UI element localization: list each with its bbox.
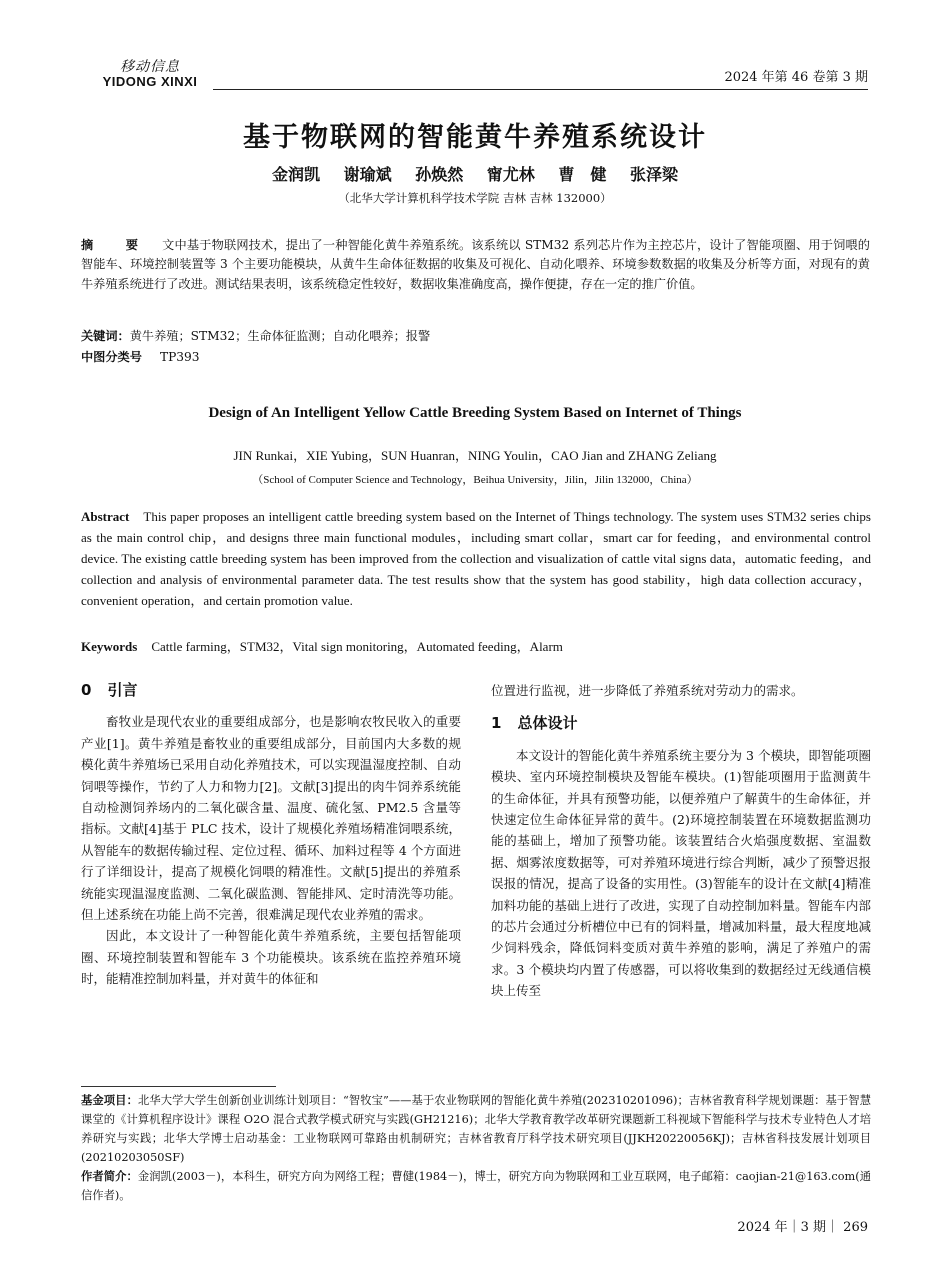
section-heading [81,680,461,701]
keywords-cn-text: 黄牛养殖；STM32；生命体征监测；自动化喂养；报警 [129,329,431,343]
author-note-text: 金润凯(2003－)，本科生，研究方向为网络工程；曹健(1984－)，博士，研究方向为物联网和工业互联网，电子邮箱：caojian-21@163.com(通信作者)。 [81,1170,871,1202]
body-paragraph: 因此，本文设计了一种智能化黄牛养殖系统，主要包括智能项圈、环境控制装置和智能车 3 个功能模块。该系统在监控养殖环境时，能精准控制加料量，并对黄牛的体征和 [81,928,461,987]
affiliation-en: （School of Computer Science and Technology，Beihua University，Jilin，Jilin 132000，China） [252,474,698,486]
author: 张泽梁 [629,165,678,184]
left-column [81,680,461,990]
keywords-en-text: Cattle farming，STM32，Vital sign monitoring，Automated feeding，Alarm [151,639,563,654]
body-paragraph: 畜牧业是现代农业的重要组成部分，也是影响农牧民收入的重要产业[1]。黄牛养殖是畜牧业的重要组成部分，目前国内大多数的规模化黄牛养殖场已采用自动化养殖技术，可以实现温湿度控制、自动饲喂等操作，节约了人力和物力[2]。文献[3]提出的肉牛饲养系统能自动检测饲养场内的二氧化碳含量、温度、硫化氢、PM2.5 含量等指标。文献[4]基于 PLC 技术，设计了规模化养殖场精准饲喂系统，从智能车的数据传输过程、定位过程、循环、加料过程等 4 个方面进行了详细设计，提高了规模化饲喂的精准性。文献[5]提出的养殖系统能实现温湿度监测、二氧化碳监测、智能排风、定时清洗等功能。但上述系统在功能上尚不完善，很难满足现代农业养殖的需求。 [81,714,461,923]
clc-number [81,348,870,365]
keywords-en-label: Keywords [81,639,138,654]
author-note [81,1167,871,1205]
section-number: 1 [491,714,502,733]
body-paragraph: 位置进行监视，进一步降低了养殖系统对劳动力的需求。 [491,683,804,698]
keywords-cn [81,327,870,344]
footnote-rule [81,1086,276,1087]
author: 甯尤林 [486,165,535,184]
section-title: 引言 [107,681,138,699]
affiliation: （北华大学计算机科学技术学院 吉林 吉林 132000） [338,191,612,205]
footnote [81,1091,871,1205]
journal-name-cn: 移动信息 [120,59,180,75]
author: 谢瑜斌 [343,165,392,184]
keywords-en [81,636,871,655]
author-note-label: 作者简介： [81,1170,138,1183]
paper-title: 基于物联网的智能黄牛养殖系统设计 [243,122,707,153]
paper-title-en: Design of An Intelligent Yellow Cattle Breeding System Based on Internet of Things [208,405,742,421]
issue-info: 2024 年第 46 卷第 3 期 [724,70,868,85]
abstract-cn-label: 摘 要 [81,238,149,252]
funding-text: 北华大学大学生创新创业训练计划项目：“智牧宝”——基于农业物联网的智能化黄牛养殖(202310201096)；吉林省教育科学规划课题：基于智慧课堂的《计算机程序设计》课程 O2O 混合式教学模式研究与实践(GH21216)；北华大学教育教学改革研究课题新工科视域下智能科学与技术专业特色人才培养研究与实践；北华大学博士启动基金：工业物联网可靠路由机制研究；吉林省教育厅科学技术研究项目(JJKH20220056KJ)；吉林省科技发展计划项目(20210203050SF) [81,1094,871,1164]
abstract-cn-text: 文中基于物联网技术，提出了一种智能化黄牛养殖系统。该系统以 STM32 系列芯片作为主控芯片，设计了智能项圈、用于饲喂的智能车、环境控制装置等 3 个主要功能模块，从黄牛生命体征数据的收集及可视化、自动化喂养、环境参数数据的收集及分析等方面，对现有的黄牛养殖系统进行了改进。测试结果表明，该系统稳定性较好，数据收集准确度高，操作便捷，存在一定的推广价值。 [81,238,870,291]
author: 金润凯 [272,165,321,184]
author-list-en: JIN Runkai，XIE Yubing，SUN Huanran，NING Youlin，CAO Jian and ZHANG Zeliang [233,448,717,463]
section-number: 0 [81,681,92,699]
right-column [491,680,871,1002]
page-number: 2024 年｜3 期｜ 269 [737,1220,868,1235]
author: 孙焕然 [415,165,464,184]
author: 曹 健 [558,165,607,184]
clc-label: 中图分类号 [81,350,142,364]
abstract-en [81,506,871,611]
abstract-en-label: Abstract [81,509,130,524]
abstract-cn [81,236,870,294]
section-heading [491,713,871,734]
funding-label: 基金项目： [81,1094,138,1107]
abstract-en-text: This paper proposes an intelligent cattle breeding system based on the Internet of Things technology. The system uses STM32 series chips as the main control chip，and designs three main functional modules，including smart collar，smart car for feeding，and environmental control device. The existing cattle breeding system has been improved from the collection and visualization of cattle vital signs data，automatic feeding，and collection and analysis of environmental parameter data. The test results show that the system has good stability，high data collection accuracy，convenient operation，and certain promotion value. [81,509,871,608]
author-list [0,162,950,185]
journal-name-en: YIDONG XINXI [102,74,198,90]
section-title: 总体设计 [517,714,578,733]
clc-value: TP393 [159,350,200,364]
body-paragraph: 本文设计的智能化黄牛养殖系统主要分为 3 个模块，即智能项圈模块、室内环境控制模块及智能车模块。(1)智能项圈用于监测黄牛的生命体征，并具有预警功能，以便养殖户了解黄牛的生命体征，并快速定位生命体征异常的黄牛。(2)环境控制装置在环境数据监测功能的基础上，增加了预警功能。该装置结合火焰强度数据、室温数据、烟雾浓度数据等，可对养殖环境进行综合判断，减少了预警迟报误报的情况，提高了设备的实用性。(3)智能车的设计在文献[4]精准加料功能的基础上进行了改进，实现了自动控制加料量。智能车内部的芯片会通过分析槽位中已有的饲料量，增减加料量，最大程度地减少饲料残余，降低饲料变质对黄牛养殖的影响，满足了养殖户的需求。3 个模块均内置了传感器，可以将收集到的数据经过无线通信模块上传至 [491,747,871,999]
keywords-cn-label: 关键词： [81,329,130,343]
funding-note [81,1091,871,1167]
journal-logo [90,60,210,90]
header-rule [213,89,868,90]
